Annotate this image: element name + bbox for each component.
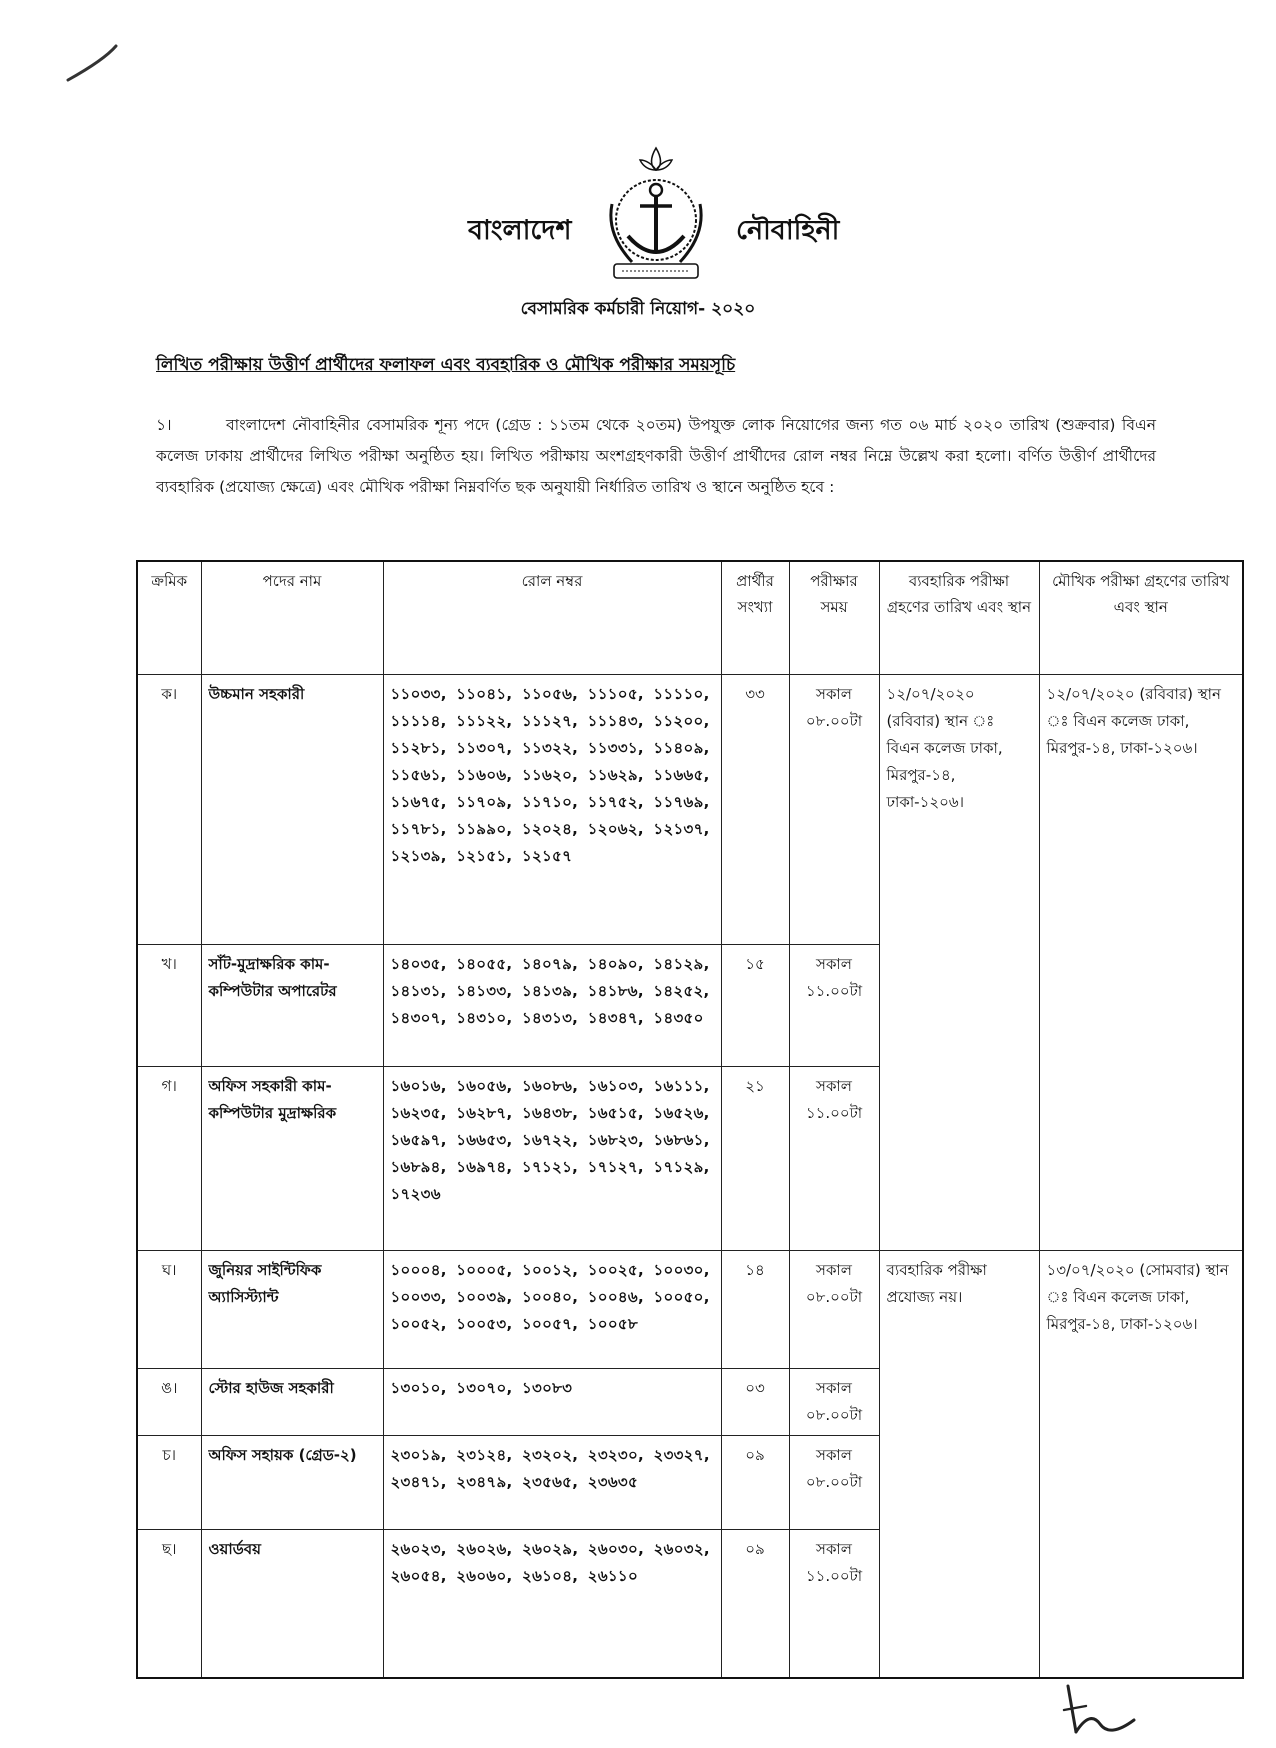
cell-time: সকাল ১১.০০টা bbox=[789, 1067, 879, 1251]
cell-count: ১৪ bbox=[721, 1251, 789, 1369]
cell-serial: ছ। bbox=[137, 1530, 201, 1678]
cell-time: সকাল ০৮.০০টা bbox=[789, 675, 879, 945]
org-name-right: নৌবাহিনী bbox=[736, 215, 840, 246]
header-roll: রোল নম্বর bbox=[383, 561, 721, 675]
cell-serial: চ। bbox=[137, 1436, 201, 1530]
table-row bbox=[137, 1251, 1243, 1369]
cell-practical-schedule: ব্যবহারিক পরীক্ষা প্রযোজ্য নয়। bbox=[879, 1251, 1039, 1678]
cell-rolls: ১১০৩৩, ১১০৪১, ১১০৫৬, ১১১০৫, ১১১১০, ১১১১৪, ১১১২২, ১১১২৭, ১১১৪৩, ১১২০০, ১১২৮১, ১১৩০৭, ১১৩২২, ১১৩৩১, ১১৪০৯, ১১৫৬১, ১১৬০৬, ১১৬২০, ১১৬২৯, ১১৬৬৫, ১১৬৭৫, ১১৭০৯, ১১৭১০, ১১৭৫২, ১১৭৬৯, ১১৭৮১, ১১৯৯০, ১২০২৪, ১২০৬২, ১২১৩৭, ১২১৩৯, ১২১৫১, ১২১৫৭ bbox=[383, 675, 721, 945]
intro-paragraph bbox=[156, 410, 1156, 503]
cell-count: ০৩ bbox=[721, 1369, 789, 1436]
cell-rolls: ১৬০১৬, ১৬০৫৬, ১৬০৮৬, ১৬১০৩, ১৬১১১, ১৬২৩৫, ১৬২৮৭, ১৬৪৩৮, ১৬৫১৫, ১৬৫২৬, ১৬৫৯৭, ১৬৬৫৩, ১৬৭২২, ১৬৮২৩, ১৬৮৬১, ১৬৮৯৪, ১৬৯৭৪, ১৭১২১, ১৭১২৭, ১৭১২৯, ১৭২৩৬ bbox=[383, 1067, 721, 1251]
cell-viva-schedule: ১৩/০৭/২০২০ (সোমবার) স্থান ঃ বিএন কলেজ ঢাকা, মিরপুর-১৪, ঢাকা-১২০৬। bbox=[1039, 1251, 1243, 1678]
cell-count: ১৫ bbox=[721, 945, 789, 1067]
cell-post: অফিস সহায়ক (গ্রেড-২) bbox=[201, 1436, 383, 1530]
header-viva: মৌখিক পরীক্ষা গ্রহণের তারিখ এবং স্থান bbox=[1039, 561, 1243, 675]
cell-post: জুনিয়র সাইন্টিফিক অ্যাসিস্ট্যান্ট bbox=[201, 1251, 383, 1369]
cell-serial: ঘ। bbox=[137, 1251, 201, 1369]
cell-rolls: ২৬০২৩, ২৬০২৬, ২৬০২৯, ২৬০৩০, ২৬০৩২, ২৬০৫৪, ২৬০৬০, ২৬১০৪, ২৬১১০ bbox=[383, 1530, 721, 1678]
cell-post: অফিস সহকারী কাম-কম্পিউটার মুদ্রাক্ষরিক bbox=[201, 1067, 383, 1251]
cell-serial: খ। bbox=[137, 945, 201, 1067]
pen-stroke-mark bbox=[64, 40, 154, 90]
cell-time: সকাল ০৮.০০টা bbox=[789, 1436, 879, 1530]
header-count: প্রার্থীর সংখ্যা bbox=[721, 561, 789, 675]
cell-post: ওয়ার্ডবয় bbox=[201, 1530, 383, 1678]
cell-rolls: ২৩০১৯, ২৩১২৪, ২৩২০২, ২৩২৩০, ২৩৩২৭, ২৩৪৭১, ২৩৪৭৯, ২৩৫৬৫, ২৩৬৩৫ bbox=[383, 1436, 721, 1530]
cell-count: ০৯ bbox=[721, 1436, 789, 1530]
table-row bbox=[137, 675, 1243, 945]
cell-time: সকাল ০৮.০০টা bbox=[789, 1369, 879, 1436]
letterhead bbox=[0, 140, 1276, 290]
header-serial: ক্রমিক bbox=[137, 561, 201, 675]
cell-serial: ঙ। bbox=[137, 1369, 201, 1436]
paragraph-number: ১। bbox=[156, 416, 172, 434]
header-post: পদের নাম bbox=[201, 561, 383, 675]
cell-time: সকাল ১১.০০টা bbox=[789, 1530, 879, 1678]
header-time: পরীক্ষার সময় bbox=[789, 561, 879, 675]
cell-time: সকাল ০৮.০০টা bbox=[789, 1251, 879, 1369]
cell-count: ২১ bbox=[721, 1067, 789, 1251]
cell-count: ৩৩ bbox=[721, 675, 789, 945]
cell-post: সাঁট-মুদ্রাক্ষরিক কাম-কম্পিউটার অপারেটর bbox=[201, 945, 383, 1067]
cell-rolls: ১৪০৩৫, ১৪০৫৫, ১৪০৭৯, ১৪০৯০, ১৪১২৯, ১৪১৩১, ১৪১৩৩, ১৪১৩৯, ১৪১৮৬, ১৪২৫২, ১৪৩০৭, ১৪৩১০, ১৪৩১৩, ১৪৩৪৭, ১৪৩৫০ bbox=[383, 945, 721, 1067]
cell-post: উচ্চমান সহকারী bbox=[201, 675, 383, 945]
cell-post: স্টোর হাউজ সহকারী bbox=[201, 1369, 383, 1436]
cell-rolls: ১৩০১০, ১৩০৭০, ১৩০৮৩ bbox=[383, 1369, 721, 1436]
paragraph-text: বাংলাদেশ নৌবাহিনীর বেসামরিক শূন্য পদে (গ্রেড : ১১তম থেকে ২০তম) উপযুক্ত লোক নিয়োগের জন্য গত ০৬ মার্চ ২০২০ তারিখ (শুক্রবার) বিএন কলেজ ঢাকায় প্রার্থীদের লিখিত পরীক্ষা অনুষ্ঠিত হয়। লিখিত পরীক্ষায় অংশগ্রহণকারী উত্তীর্ণ প্রার্থীদের রোল নম্বর নিম্নে উল্লেখ করা হলো। বর্ণিত উত্তীর্ণ প্রার্থীদের ব্যবহারিক (প্রযোজ্য ক্ষেত্রে) এবং মৌখিক পরীক্ষা নিম্নবর্ণিত ছক অনুযায়ী নির্ধারিত তারিখ ও স্থানে অনুষ্ঠিত হবে : bbox=[156, 416, 1156, 496]
org-name-left: বাংলাদেশ bbox=[468, 215, 572, 246]
cell-viva-schedule: ১২/০৭/২০২০ (রবিবার) স্থান ঃ বিএন কলেজ ঢাকা, মিরপুর-১৪, ঢাকা-১২০৬। bbox=[1039, 675, 1243, 1251]
cell-serial: গ। bbox=[137, 1067, 201, 1251]
cell-rolls: ১০০০৪, ১০০০৫, ১০০১২, ১০০২৫, ১০০৩০, ১০০৩৩, ১০০৩৯, ১০০৪০, ১০০৪৬, ১০০৫০, ১০০৫২, ১০০৫৩, ১০০৫৭, ১০০৫৮ bbox=[383, 1251, 721, 1369]
header-practical: ব্যবহারিক পরীক্ষা গ্রহণের তারিখ এবং স্থান bbox=[879, 561, 1039, 675]
results-table bbox=[136, 560, 1244, 1679]
table-header-row bbox=[137, 561, 1243, 675]
cell-practical-schedule: ১২/০৭/২০২০ (রবিবার) স্থান ঃ বিএন কলেজ ঢাকা, মিরপুর-১৪, ঢাকা-১২০৬। bbox=[879, 675, 1039, 1251]
handwritten-signature bbox=[1050, 1680, 1140, 1740]
cell-time: সকাল ১১.০০টা bbox=[789, 945, 879, 1067]
cell-count: ০৯ bbox=[721, 1530, 789, 1678]
document-subtitle: বেসামরিক কর্মচারী নিয়োগ- ২০২০ bbox=[520, 299, 756, 319]
cell-serial: ক। bbox=[137, 675, 201, 945]
section-title: লিখিত পরীক্ষায় উত্তীর্ণ প্রার্থীদের ফলাফল এবং ব্যবহারিক ও মৌখিক পরীক্ষার সময়সূচি bbox=[156, 355, 736, 375]
navy-emblem-icon bbox=[592, 144, 720, 284]
